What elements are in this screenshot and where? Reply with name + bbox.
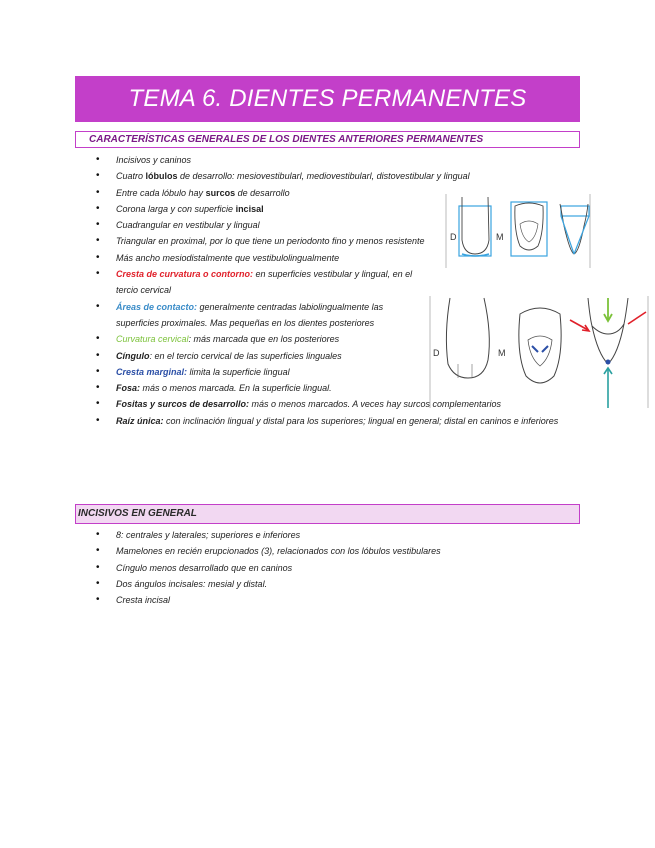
list-item: • Curvatura cervical: más marcada que en los posteriores [96, 331, 586, 347]
incisors-list [96, 527, 546, 608]
list-item: • Corona larga y con superficie incisal [96, 201, 586, 217]
list-item: • Áreas de contacto: generalmente centradas labiolingualmente las superficies proximales. Mas pequeñas en los dientes posteriores [96, 299, 426, 332]
list-item: • Cíngulo menos desarrollado que en caninos [96, 560, 546, 576]
page-title: TEMA 6. DIENTES PERMANENTES [75, 76, 580, 122]
list-item: • Cíngulo: en el tercio cervical de las superficies linguales [96, 348, 586, 364]
list-item: • Cresta incisal [96, 592, 546, 608]
distal-label: D [433, 348, 440, 358]
list-item: • Fositas y surcos de desarrollo: más o menos marcados. A veces hay surcos complementarios [96, 396, 586, 412]
mesial-label: M [496, 232, 504, 242]
distal-label: D [450, 232, 457, 242]
list-item: • Cuatro lóbulos de desarrollo: mesiovestibularl, mediovestibularl, distovestibular y lingual [96, 168, 586, 184]
list-item: • Mamelones en recién erupcionados (3), relacionados con los lóbulos vestibulares [96, 543, 546, 559]
list-item: • Fosa: más o menos marcada. En la superficie lingual. [96, 380, 586, 396]
tooth-details-figure [428, 294, 650, 410]
tooth-views-figure [440, 192, 595, 270]
list-item: • Más ancho mesiodistalmente que vestibulolingualmente [96, 250, 586, 266]
list-item: • Cresta marginal: limita la superficie lingual [96, 364, 586, 380]
mesial-label: M [498, 348, 506, 358]
list-item: • Triangular en proximal, por lo que tiene un periodonto fino y menos resistente [96, 233, 426, 249]
list-item: • 8: centrales y laterales; superiores e inferiores [96, 527, 546, 543]
list-item: • Dos ángulos incisales: mesial y distal. [96, 576, 546, 592]
list-item: • Incisivos y caninos [96, 152, 586, 168]
section-heading-general: CARACTERÍSTICAS GENERALES DE LOS DIENTES ANTERIORES PERMANENTES [75, 131, 580, 148]
list-item: • Raíz única: con inclinación lingual y distal para los superiores; lingual en general; distal en caninos e inferiores [96, 413, 586, 429]
list-item: • Cresta de curvatura o contorno: en superficies vestibular y lingual, en el tercio cervical [96, 266, 426, 299]
list-item: • Cuadrangular en vestibular y lingual [96, 217, 586, 233]
list-item: • Entre cada lóbulo hay surcos de desarrollo [96, 185, 586, 201]
section-heading-incisors: INCISIVOS EN GENERAL [75, 504, 580, 524]
